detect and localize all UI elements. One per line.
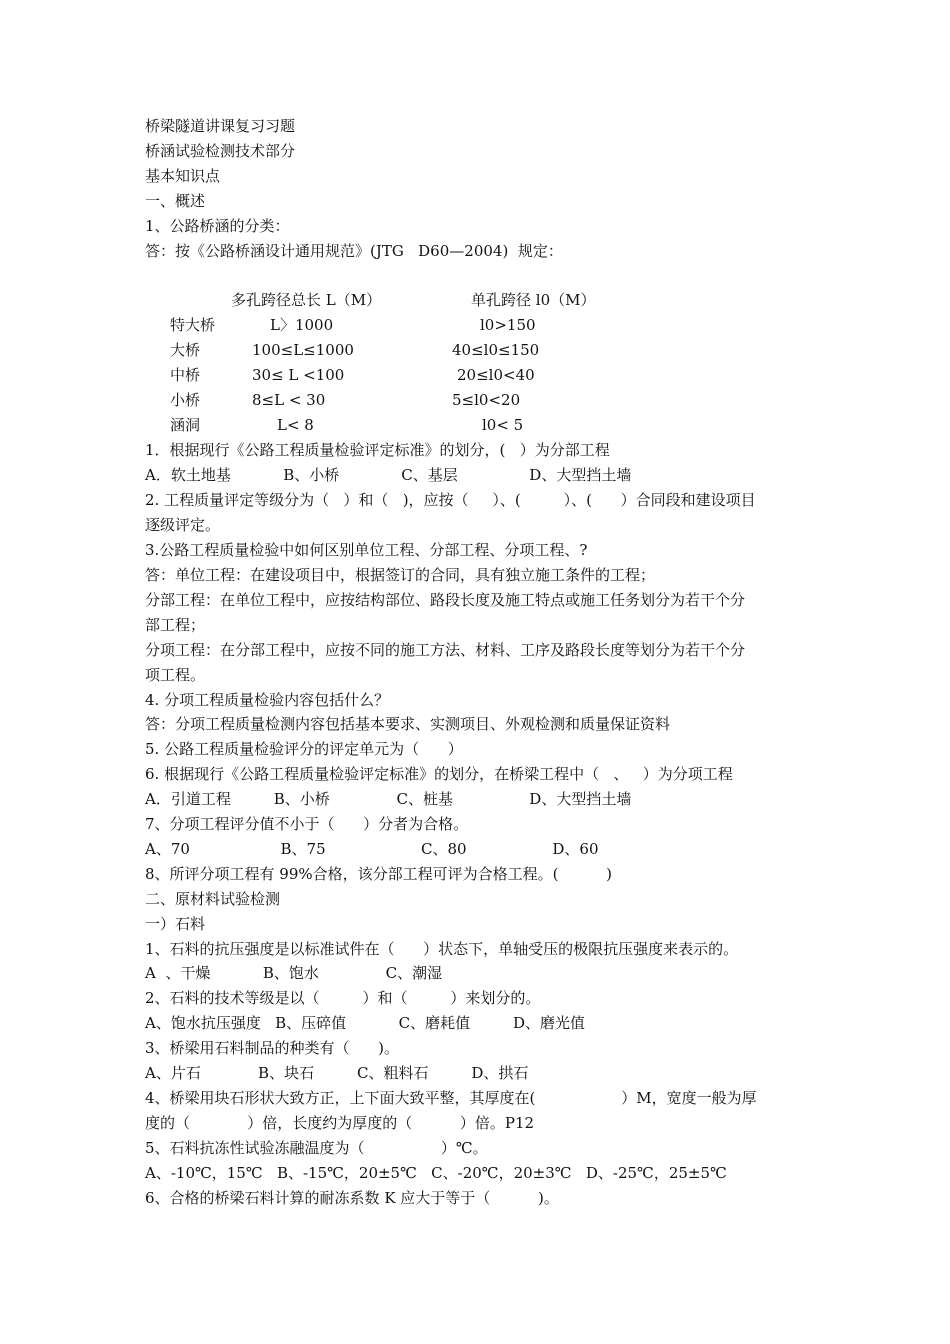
question-line: 4、桥梁用块石形状大致方正，上下面大致平整，其厚度在( ）M，宽度一般为厚: [145, 1089, 757, 1107]
options-line: A 、干燥 B、饱水 C、潮湿: [145, 964, 443, 983]
question-line: 度的（ ）倍，长度约为厚度的（ ）倍。P12: [145, 1113, 535, 1132]
answer-line: 分部工程：在单位工程中，应按结构部位、路段长度及施工特点或施工任务划分为若干个分: [145, 590, 746, 609]
table-header-single-span: 单孔跨径 l0（M）: [471, 291, 596, 310]
answer-line: 答：单位工程：在建设项目中，根据签订的合同，具有独立施工条件的工程；: [145, 565, 656, 584]
doc-subtitle: 桥涵试验检测技术部分: [145, 141, 296, 160]
answer-line: 项工程。: [145, 665, 206, 684]
question-line: 6. 根据现行《公路工程质量检验评定标准》的划分，在桥梁工程中（ 、 ）为分项工程: [145, 765, 733, 784]
document-page: [145, 114, 810, 1211]
answer-line: 部工程；: [145, 615, 206, 634]
options-line: A、-10℃，15℃ B、-15℃，20±5℃ C、-20℃，20±3℃ D、-25℃，25±5℃: [145, 1163, 727, 1182]
table-cell-total: 30≤ L <100: [252, 366, 345, 385]
doc-title: 桥梁隧道讲课复习习题: [145, 117, 296, 135]
section-heading: 二、原材料试验检测: [145, 889, 281, 908]
section-heading: 一、概述: [145, 191, 206, 210]
question-line: 8、所评分项工程有 99%合格，该分部工程可评为合格工程。( ): [145, 864, 613, 883]
table-header-total-span: 多孔跨径总长 L（M）: [231, 291, 382, 310]
options-line: A、70 B、75 C、80 D、60: [145, 839, 599, 858]
question-line: 7、分项工程评分值不小于（ ）分者为合格。: [145, 815, 469, 834]
text-block-questions: [145, 438, 810, 1210]
bridge-classification-table: [145, 263, 810, 413]
text-block-intro: [145, 114, 810, 263]
answer-line: 分项工程：在分部工程中，应按不同的施工方法、材料、工序及路段长度等划分为若干个分: [145, 640, 746, 659]
question-line: 逐级评定。: [145, 516, 221, 535]
table-last-row: [145, 413, 810, 438]
section-heading: 一）石料: [145, 914, 206, 933]
question-line: 4. 分项工程质量检验内容包括什么？: [145, 690, 390, 709]
options-line: A、片石 B、块石 C、粗料石 D、拱石: [145, 1064, 529, 1083]
table-cell-single: l0< 5: [482, 416, 524, 435]
section-heading: 基本知识点: [145, 166, 221, 185]
question-line: 3.公路工程质量检验中如何区别单位工程、分部工程、分项工程、?: [145, 541, 588, 560]
answer-line: 答：按《公路桥涵设计通用规范》(JTG D60—2004) 规定：: [145, 241, 563, 260]
question-line: 2、石料的技术等级是以（ ）和（ ）来划分的。: [145, 989, 541, 1008]
table-cell-total: 100≤L≤1000: [252, 341, 354, 360]
question-line: 6、合格的桥梁石料计算的耐冻系数 K 应大于等于（ )。: [145, 1188, 559, 1207]
table-cell-name: 涵洞: [170, 416, 201, 435]
table-cell-single: 20≤l0<40: [457, 366, 535, 385]
table-cell-name: 特大桥: [170, 316, 216, 335]
table-cell-name: 大桥: [170, 341, 201, 360]
table-cell-total: L〉1000: [270, 316, 334, 335]
table-cell-single: l0>150: [480, 316, 536, 335]
table-cell-name: 小桥: [170, 391, 201, 410]
question-line: 5、石料抗冻性试验冻融温度为（ ）℃。: [145, 1138, 488, 1157]
table-cell-total: L< 8: [277, 416, 314, 435]
table-cell-name: 中桥: [170, 366, 201, 385]
question-line: 3、桥梁用石料制品的种类有（ )。: [145, 1039, 400, 1058]
question-line: 1、石料的抗压强度是以标准试件在（ ）状态下，单轴受压的极限抗压强度来表示的。: [145, 939, 739, 958]
question-line: 2. 工程质量评定等级分为（ ）和（ )，应按（ ）、( ）、( ）合同段和建设项目: [145, 491, 756, 510]
table-cell-single: 40≤l0≤150: [452, 341, 540, 360]
options-line: A、饱水抗压强度 B、压碎值 C、磨耗值 D、磨光值: [145, 1014, 586, 1033]
table-cell-single: 5≤l0<20: [452, 391, 521, 410]
table-cell-total: 8≤L < 30: [252, 391, 326, 410]
question-line: 1、公路桥涵的分类：: [145, 216, 290, 235]
question-line: 1．根据现行《公路工程质量检验评定标准》的划分，( ）为分部工程: [145, 441, 610, 460]
question-line: 5. 公路工程质量检验评分的评定单元为（ ）: [145, 740, 463, 759]
answer-line: 答：分项工程质量检测内容包括基本要求、实测项目、外观检测和质量保证资料: [145, 715, 671, 734]
options-line: A．软土地基 B、小桥 C、基层 D、大型挡土墙: [145, 466, 632, 485]
options-line: A．引道工程 B、小桥 C、桩基 D、大型挡土墙: [145, 790, 632, 809]
